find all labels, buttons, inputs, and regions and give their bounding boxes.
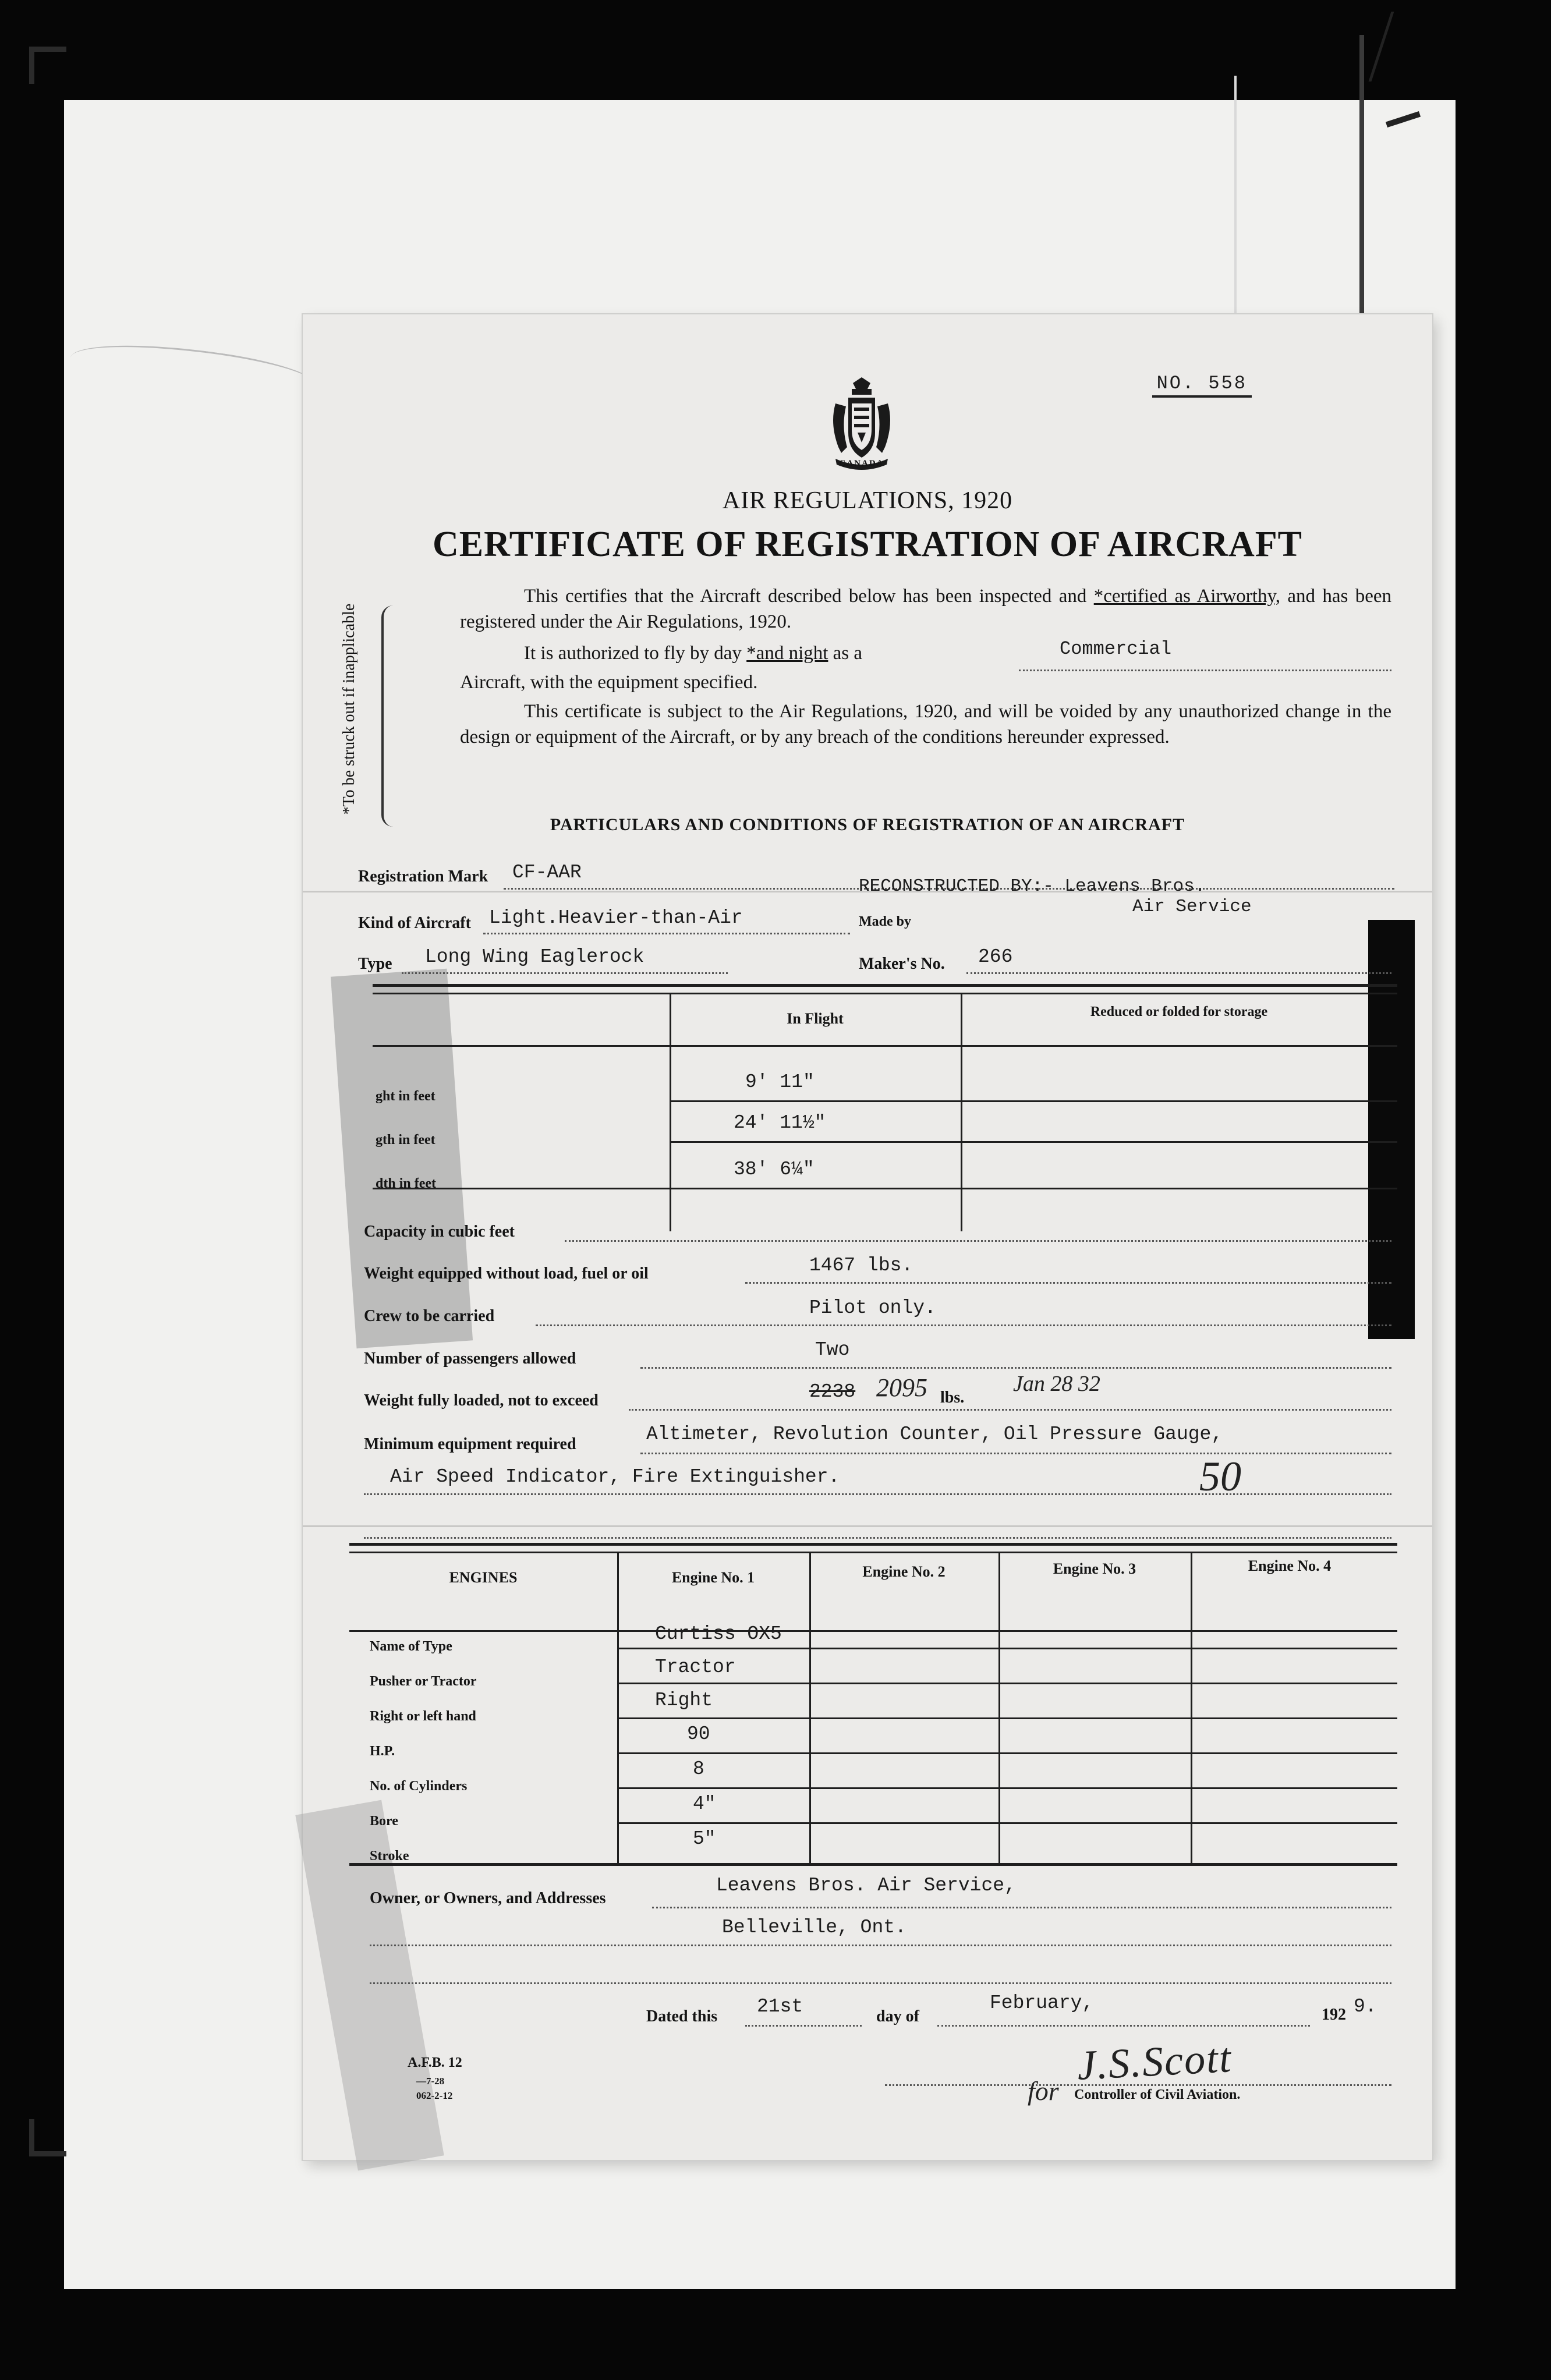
table-rule (373, 984, 1397, 987)
engines-rule (617, 1752, 1397, 1754)
tape-strip (331, 969, 473, 1348)
kind-of-aircraft-value: Light.Heavier-than-Air (489, 907, 743, 929)
engines-rule (617, 1822, 1397, 1824)
engines-divider (1191, 1552, 1192, 1866)
bore-value: 4" (693, 1793, 716, 1815)
engines-rule (349, 1552, 1397, 1553)
paragraph-authorized: It is authorized to fly by day *and night as a (524, 643, 863, 664)
form-line3: 062-2-12 (416, 2090, 453, 2101)
paragraph-certifies: This certifies that the Aircraft described below has been inspected and *certified as Airworthy, and has been registered under the Air Regulations, 1920. (460, 586, 1392, 632)
certificate-number: NO. 558 (1152, 373, 1252, 398)
makers-no-label: Maker's No. (859, 955, 945, 973)
pusher-tractor-label: Pusher or Tractor (370, 1674, 477, 1689)
crop-mark-top-left (29, 47, 66, 84)
bore-label: Bore (370, 1814, 398, 1829)
table-rule (373, 1045, 1397, 1047)
cylinders-label: No. of Cylinders (370, 1779, 468, 1794)
engine-name-label: Name of Type (370, 1639, 452, 1654)
reconstructed-by: RECONSTRUCTED BY:- Leavens Bros. (859, 876, 1206, 897)
form-line2: —7-28 (416, 2076, 445, 2087)
passengers-line (640, 1367, 1391, 1369)
owner-line-2 (370, 1945, 1391, 1946)
mount-mark (1369, 12, 1421, 82)
engines-rule (617, 1717, 1397, 1719)
hp-value: 90 (687, 1723, 710, 1745)
owner-line-3 (370, 1982, 1391, 1984)
equipment-line2: Air Speed Indicator, Fire Extinguisher. (390, 1466, 840, 1488)
stroke-label: Stroke (370, 1848, 409, 1864)
width-label: dth in feet (376, 1176, 436, 1191)
crew-value: Pilot only. (809, 1297, 936, 1319)
dated-month: February, (990, 1992, 1094, 2014)
owner-line2: Belleville, Ont. (722, 1917, 906, 1938)
hand-label: Right or left hand (370, 1709, 476, 1724)
table-rule (670, 1100, 1397, 1102)
kind-of-aircraft-label: Kind of Aircraft (358, 914, 471, 932)
table-rule (670, 1141, 1397, 1143)
day-of-label: day of (876, 2007, 919, 2025)
weight-full-unit: lbs. (940, 1389, 965, 1407)
height-label: ght in feet (376, 1089, 435, 1104)
weight-full-struck: 2238 (809, 1381, 856, 1402)
storage-header: Reduced or folded for storage (1090, 1004, 1268, 1019)
equipment-line-3 (364, 1537, 1391, 1539)
capacity-line (565, 1240, 1391, 1242)
signature: J.S.Scott (1076, 2034, 1233, 2089)
table-rule (373, 993, 1397, 994)
engine-3-header: Engine No. 3 (1053, 1560, 1136, 1577)
engines-rule (349, 1863, 1397, 1866)
engine-name-value: Curtiss OX5 (655, 1623, 782, 1645)
dated-label: Dated this (646, 2007, 718, 2025)
kind-of-aircraft-line (483, 933, 850, 934)
for-prefix: for (1028, 2076, 1059, 2106)
table-rule (373, 1188, 1397, 1189)
width-value: 38' 6¼" (734, 1159, 815, 1180)
cylinders-value: 8 (693, 1758, 704, 1780)
engines-divider (998, 1552, 1000, 1866)
passengers-value: Two (815, 1339, 850, 1361)
engines-rule (617, 1648, 1397, 1649)
equipment-label: Minimum equipment required (364, 1435, 576, 1453)
weight-full-note: Jan 28 32 (1013, 1372, 1100, 1396)
weight-empty-label: Weight equipped without load, fuel or oil (364, 1265, 649, 1283)
struck-day-night: *and night (746, 643, 828, 664)
certificate-sheet (303, 314, 1432, 2160)
year-prefix: 192 (1322, 2006, 1346, 2024)
regulations-heading: AIR REGULATIONS, 1920 (722, 487, 1013, 514)
owner-line1: Leavens Bros. Air Service, (716, 1875, 1016, 1896)
paragraph-equipment: Aircraft, with the equipment specified. (460, 672, 758, 693)
equipment-line1: Altimeter, Revolution Counter, Oil Pressure Gauge, (646, 1423, 1223, 1445)
made-by-label: Made by (859, 914, 911, 929)
engines-rule (349, 1543, 1397, 1546)
registration-mark-label: Registration Mark (358, 867, 488, 886)
reconstructed-by-line2: Air Service (1132, 897, 1252, 917)
dated-day-line (745, 2025, 862, 2027)
hp-label: H.P. (370, 1744, 395, 1759)
passengers-label: Number of passengers allowed (364, 1350, 576, 1368)
owner-label: Owner, or Owners, and Addresses (370, 1889, 606, 1907)
engines-header: ENGINES (449, 1569, 518, 1586)
stroke-value: 5" (693, 1828, 716, 1850)
engine-1-header: Engine No. 1 (671, 1569, 755, 1586)
year-suffix: 9. (1354, 1996, 1377, 2017)
form-code: A.F.B. 12 (408, 2055, 462, 2070)
crew-line (536, 1324, 1391, 1326)
registration-mark-value: CF-AAR (512, 862, 582, 883)
engine-2-header: Engine No. 2 (862, 1563, 946, 1580)
particulars-heading: PARTICULARS AND CONDITIONS OF REGISTRATION OF AN AIRCRAFT (550, 815, 1185, 834)
side-brace (381, 605, 396, 827)
length-label: gth in feet (376, 1132, 435, 1148)
weight-empty-line (745, 1282, 1391, 1284)
engines-rule (617, 1683, 1397, 1684)
weight-full-line (629, 1409, 1391, 1411)
in-flight-header: In Flight (787, 1010, 844, 1027)
weight-full-value: 2095 (876, 1373, 927, 1402)
hand-value: Right (655, 1690, 713, 1711)
type-label: Type (358, 955, 392, 973)
owner-line (652, 1907, 1391, 1908)
equipment-line (640, 1453, 1391, 1454)
fold-line (303, 1525, 1432, 1527)
height-value: 9' 11" (745, 1071, 815, 1093)
weight-empty-value: 1467 lbs. (809, 1255, 913, 1276)
certificate-title: CERTIFICATE OF REGISTRATION OF AIRCRAFT (432, 525, 1302, 564)
capacity-label: Capacity in cubic feet (364, 1223, 515, 1241)
certified-airworthy: *certified as Airworthy, (1093, 586, 1281, 607)
torn-edge-shadow (1368, 920, 1415, 1339)
crew-label: Crew to be carried (364, 1307, 495, 1325)
use-value: Commercial (1060, 638, 1172, 660)
crest-caption: CANADA (839, 459, 884, 468)
type-line (402, 972, 728, 974)
engines-divider (809, 1552, 811, 1866)
dated-day: 21st (757, 1996, 803, 2017)
engines-rule (349, 1630, 1397, 1632)
engines-divider (617, 1552, 619, 1866)
makers-no-line (966, 972, 1391, 974)
table-divider (961, 993, 962, 1231)
paragraph-subject: This certificate is subject to the Air Regulations, 1920, and will be voided by any unauthorized change in the design or equipment of the Aircraft, or by any breach of the conditions hereunder expressed. (460, 701, 1391, 748)
length-value: 24' 11½" (734, 1112, 826, 1134)
pusher-tractor-value: Tractor (655, 1656, 736, 1678)
controller-title: Controller of Civil Aviation. (1074, 2087, 1241, 2102)
dated-month-line (937, 2025, 1310, 2027)
weight-full-label: Weight fully loaded, not to exceed (364, 1391, 599, 1409)
engine-4-header: Engine No. 4 (1248, 1557, 1332, 1574)
margin-note: 50 (1199, 1453, 1241, 1500)
engines-rule (617, 1787, 1397, 1789)
makers-no-value: 266 (978, 946, 1013, 968)
crop-mark-bottom-left (29, 2119, 66, 2156)
side-note: *To be struck out if inapplicable (340, 603, 358, 815)
type-value: Long Wing Eaglerock (425, 946, 645, 968)
table-divider (670, 993, 671, 1231)
